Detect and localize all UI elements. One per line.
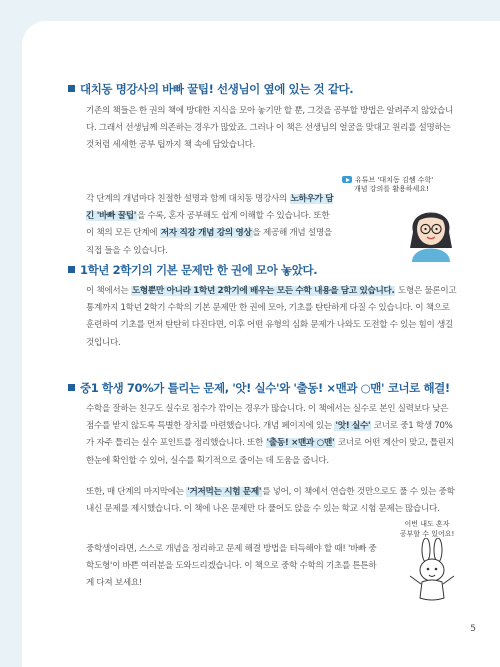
highlight: 도형뿐만 아니라 1학년 2학기에 배우는 모든 수학 내용을 담고 있습니다. (131, 286, 395, 296)
text-run: 또한, 매 단계의 마지막에는 (86, 487, 187, 497)
text-run: 수학을 잘하는 친구도 실수로 점수가 깎이는 경우가 많습니다. 이 책에서는 실수로 본인 실력보다 낮은 점수를 받지 않도록 특별한 장치를 마련했습니다. 개념 페이지에 있는 (86, 404, 449, 432)
square-bullet-icon (68, 85, 75, 92)
text-run: 코너로 중1 학생 70%가 자주 틀리는 실수 포인트를 정리했습니다. 또한 (86, 421, 453, 449)
section-heading-text: 대치동 명강사의 바빠 꿀팁! 선생님이 옆에 있는 것 같다. (80, 82, 354, 96)
text-run: 을 제공해 개념 설명을 직접 들을 수 있습니다. (86, 228, 332, 256)
text-run: 를 넣어, 이 책에서 연습한 것만으로도 풀 수 있는 중학 내신 문제를 제시했습니다. 이 책에 나온 문제만 다 풀어도 앉을 수 있는 학교 시험 문제는 많습니다. (86, 487, 455, 515)
teacher-illustration (392, 196, 470, 262)
text-run: 도형은 물론이고 통계까지 1학년 2학기 수학의 기본 문제만 한 권에 모아, 기초를 탄탄하게 다질 수 있습니다. 이 책으로 훈련하여 기초를 먼저 탄탄히 다진다면, 이후 어떤 유형의 심화 문제가 나와도 도전할 수 있는 힘이 생길 것입니다. (86, 286, 457, 348)
text-run: 을 수록, 혼자 공부해도 쉽게 이해할 수 있습니다. 또한 이 책의 모든 단계에 (86, 211, 330, 239)
section-heading-text: 1학년 2학기의 기본 문제만 한 권에 모아 놓았다. (80, 263, 318, 277)
square-bullet-icon (68, 266, 75, 273)
highlight: 노하우가 담긴 '바빠 꿀팁' (86, 194, 334, 222)
highlight: '앗! 실수' (335, 421, 371, 432)
youtube-note (342, 176, 433, 194)
section3-paragraph-1 (86, 401, 458, 470)
highlight: '거저먹는 시험 문제' (187, 487, 262, 497)
highlight: 저자 직강 개념 강의 영상 (160, 228, 252, 239)
bunny-note-line-1: 이번 내도 혼자 (404, 520, 450, 528)
section2-paragraph (86, 283, 458, 352)
text-run: 이 책에서는 (86, 286, 131, 296)
section-heading-1 (68, 81, 353, 97)
youtube-note-line-2: 개념 강의를 활용하세요! (354, 185, 429, 193)
youtube-note-line-1: 유튜브 '대치동 김쌤 수학' (355, 176, 434, 184)
section-heading-text: 중1 학생 70%가 틀리는 문제, '앗! 실수'와 '출동! ×맨과 ○맨' 코너로 해결! (80, 381, 450, 395)
youtube-play-icon (342, 176, 352, 183)
text-run: 각 단계의 개념마다 친절한 설명과 함께 대치동 명강사의 (86, 194, 290, 204)
section-heading-2 (68, 262, 317, 278)
page-number: 5 (470, 624, 476, 634)
section3-paragraph-2 (86, 484, 458, 518)
bunny-illustration (404, 538, 460, 604)
square-bullet-icon (68, 384, 75, 391)
section1-paragraph-1: 기존의 책들은 한 권의 책에 방대한 지식을 모아 놓기만 할 뿐, 그것을 공부할 방법은 알려주지 않았습니다. 그래서 선생님께 의존하는 경우가 많았죠. 그러나 이 책은 선생님의 얼굴을 맞대고 원리를 설명하는 것처럼 세세한 공부 팁까지 책 속에 담았습니다. (86, 106, 453, 151)
bunny-note-line-2: 공부할 수 있어요! (399, 530, 455, 538)
section-heading-3 (68, 380, 450, 396)
bunny-speech-note (392, 519, 462, 539)
section1-paragraph-2 (86, 191, 336, 260)
highlight: '출동! ×맨과 ○맨' (266, 438, 335, 449)
text-run: 코너로 어떤 계산이 맞고, 틀린지 한눈에 확인할 수 있어, 실수를 획기적으로 줄이는 데 도움을 줍니다. (86, 438, 454, 466)
section3-paragraph-3: 중학생이라면, 스스로 개념을 정리하고 문제 해결 방법을 터득해야 할 때! '바빠 중학도형'이 바쁜 여러분을 도와드리겠습니다. 이 책으로 중학 수학의 기초를 튼튼하게 다져 보세요! (86, 544, 377, 589)
